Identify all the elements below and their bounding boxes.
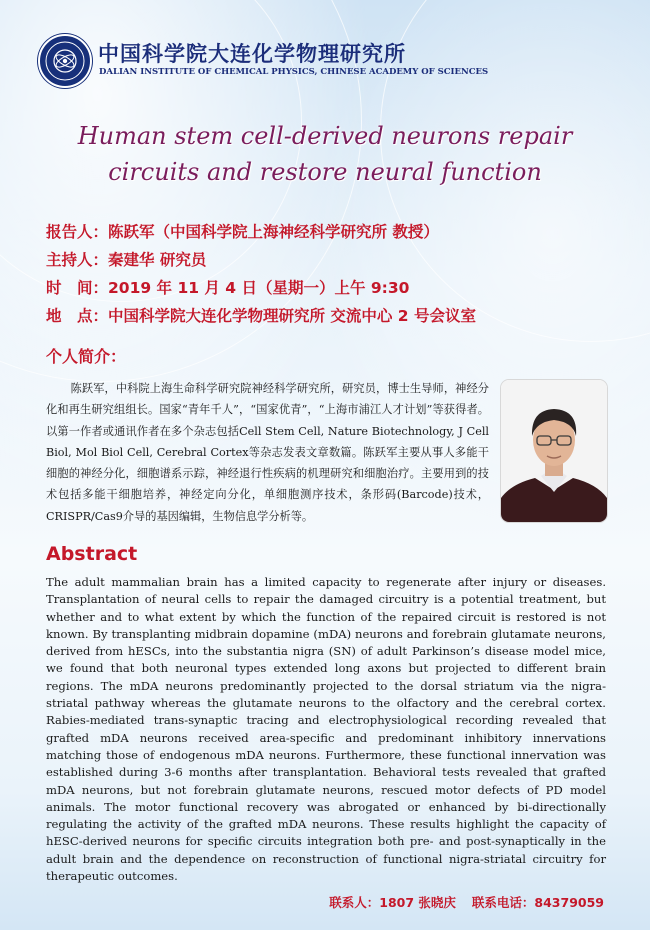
institute-header (38, 34, 489, 84)
speaker-label: 报告人： (46, 223, 109, 241)
talk-title-line-1: Human stem cell-derived neurons repair (77, 122, 573, 150)
speaker-photo (501, 380, 607, 522)
place-line (46, 304, 476, 326)
contact-line (329, 893, 604, 911)
time-value: 2019 年 11 月 4 日（星期一）上午 9:30 (108, 279, 410, 297)
contact-phone: 联系电话：84379059 (471, 895, 604, 910)
contact-person: 联系人：1807 张晓庆 (329, 895, 456, 910)
host-label: 主持人： (46, 251, 109, 269)
host-value: 秦建华 研究员 (108, 251, 207, 269)
talk-title-line-2: circuits and restore neural function (108, 158, 542, 186)
bio-text: 陈跃军，中科院上海生命科学研究院神经科学研究所，研究员，博士生导师，神经分化和再生研究组组长。国家“青年千人”，“国家优青”，“上海市浦江人才计划”等获得者。以第一作者或通讯作者在多个杂志包括Cell Stem Cell, Nature Biotechnology, J Cell Biol, Mol Biol Cell, Cerebral Cortex等杂志发表文章数篇。陈跃军主要从事人多能干细胞的神经分化，细胞谱系示踪，神经退行性疾病的机理研究和细胞治疗。主要用到的技术包括多能干细胞培养，神经定向分化，单细胞测序技术，条形码(Barcode)技术，CRISPR/Cas9介导的基因编辑，生物信息学分析等。 (46, 382, 489, 523)
institute-name-cn: 中国科学院大连化学物理研究所 (98, 42, 406, 66)
speaker-line (46, 220, 439, 242)
institute-seal-icon (38, 34, 92, 88)
place-label: 地 点： (46, 307, 109, 325)
talk-title (40, 118, 610, 190)
host-line (46, 248, 206, 270)
speaker-portrait-icon (501, 380, 607, 522)
place-value: 中国科学院大连化学物理研究所 交流中心 2 号会议室 (108, 307, 476, 325)
speaker-value: 陈跃军（中国科学院上海神经科学研究所 教授） (108, 223, 439, 241)
time-line (46, 276, 409, 298)
bio-heading: 个人简介： (46, 347, 127, 366)
time-label: 时 间： (46, 279, 109, 297)
abstract-text: The adult mammalian brain has a limited capacity to regenerate after injury or diseases. Transplantation of neural cells to repair the damaged circuitry is a potential treatment, but whether and to what extent by which the function of the repaired circuit is restored is not known. By transplanting midbrain dopamine (mDA) neurons and forebrain glutamate neurons, derived from hESCs, into the substantia nigra (SN) of adult Parkinson’s disease model mice, we found that both neuronal types extended long axons but projected to different brain regions. The mDA neurons predominantly projected to the dorsal striatum via the nigra-striatal pathway whereas the glutamate neurons to the olfactory and the cerebral cortex. Rabies-mediated trans-synaptic tracing and electrophysiological recording revealed that grafted mDA neurons received area-specific and predominant inhibitory innervations matching those of endogenous mDA neurons. Furthermore, these functional innervation was established during 3-6 months after transplantation. Behavioral tests revealed that grafted mDA neurons, but not forebrain glutamate neurons, rescued motor defects of PD model animals. The motor functional recovery was abrogated or enhanced by bi-directionally regulating the activity of the grafted mDA neurons. These results highlight the capacity of hESC-derived neurons for specific circuits integration both pre- and post-synaptically in the adult brain and the dependence on reconstruction of functional nigra-striatal circuitry for therapeutic outcomes. (46, 575, 606, 884)
abstract-heading: Abstract (46, 543, 138, 565)
institute-name-en: DALIAN INSTITUTE OF CHEMICAL PHYSICS, CHINESE ACADEMY OF SCIENCES (99, 67, 489, 77)
